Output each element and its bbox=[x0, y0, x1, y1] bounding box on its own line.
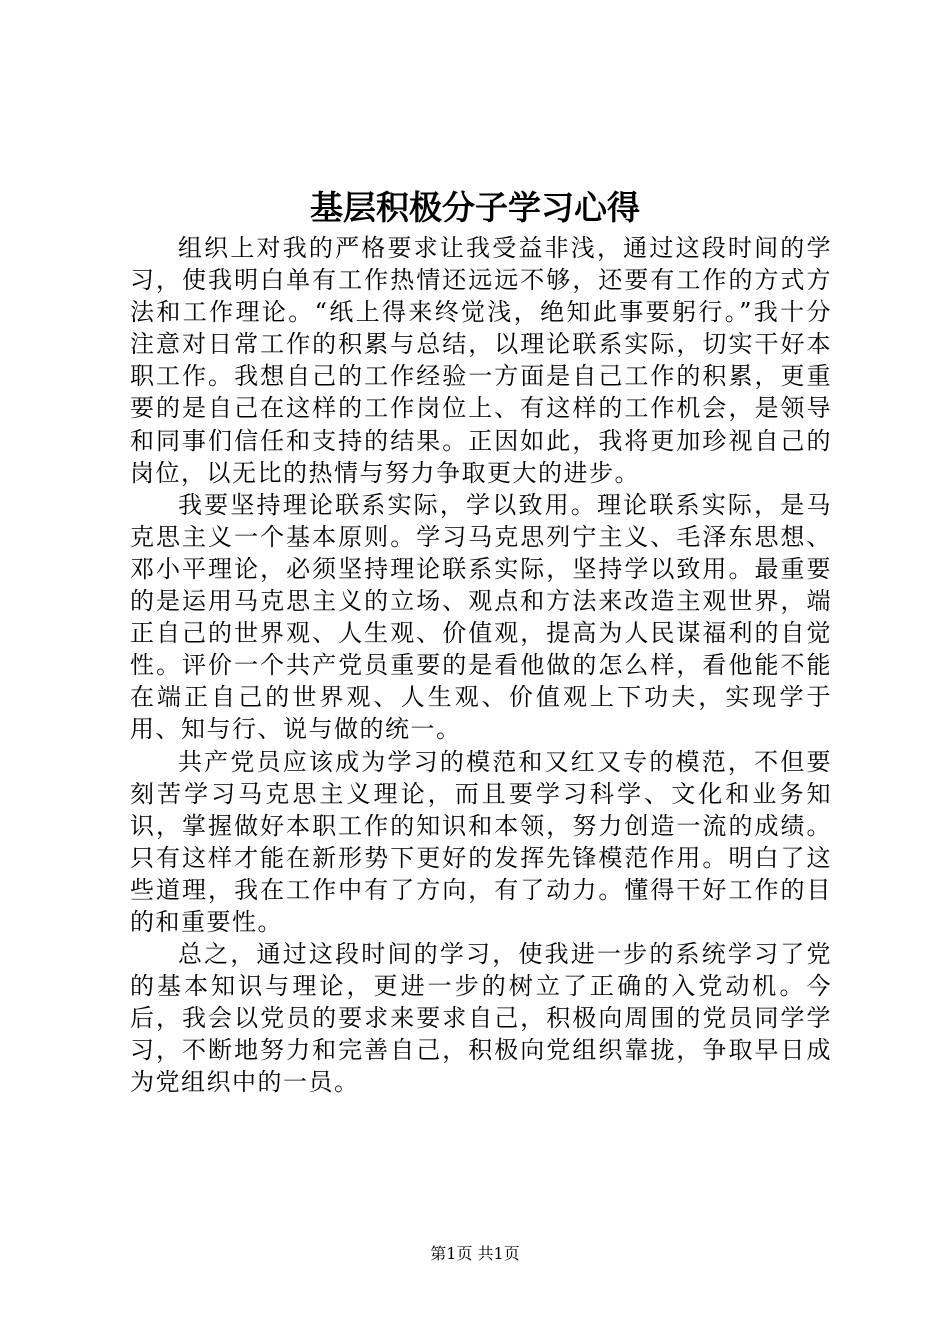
body-paragraph-2: 我要坚持理论联系实际，学以致用。理论联系实际，是马克思主义一个基本原则。学习马克思列宁主义、毛泽东思想、邓小平理论，必须坚持理论联系实际，坚持学以致用。最重要的是运用马克思主义的立场、观点和方法来改造主观世界，端正自己的世界观、人生观、价值观，提高为人民谋福利的自觉性。评价一个共产党员重要的是看他做的怎么样，看他能不能在端正自己的世界观、人生观、价值观上下功夫，实现学于用、知与行、说与做的统一。 bbox=[130, 490, 832, 744]
body-paragraph-4: 总之，通过这段时间的学习，使我进一步的系统学习了党的基本知识与理论，更进一步的树立了正确的入党动机。今后，我会以党员的要求来要求自己，积极向周围的党员同学学习，不断地努力和完善自己，积极向党组织靠拢，争取早日成为党组织中的一员。 bbox=[130, 940, 832, 1097]
document-title: 基层积极分子学习心得 bbox=[310, 188, 640, 227]
document-body bbox=[130, 232, 832, 1099]
body-paragraph-3: 共产党员应该成为学习的模范和又红又专的模范，不但要刻苦学习马克思主义理论，而且要学习科学、文化和业务知识，掌握做好本职工作的知识和本领，努力创造一流的成绩。只有这样才能在新形势下更好的发挥先锋模范作用。明白了这些道理，我在工作中有了方向，有了动力。懂得干好工作的目的和重要性。 bbox=[130, 747, 832, 936]
body-paragraph-1: 组织上对我的严格要求让我受益非浅，通过这段时间的学习，使我明白单有工作热情还远远不够，还要有工作的方式方法和工作理论。“纸上得来终觉浅，绝知此事要躬行。”我十分注意对日常工作的积累与总结，以理论联系实际，切实干好本职工作。我想自己的工作经验一方面是自己工作的积累，更重要的是自己在这样的工作岗位上、有这样的工作机会，是领导和同事们信任和支持的结果。正因如此，我将更加珍视自己的岗位，以无比的热情与努力争取更大的进步。 bbox=[130, 234, 832, 487]
page-number-footer: 第1页 共1页 bbox=[430, 1244, 520, 1263]
